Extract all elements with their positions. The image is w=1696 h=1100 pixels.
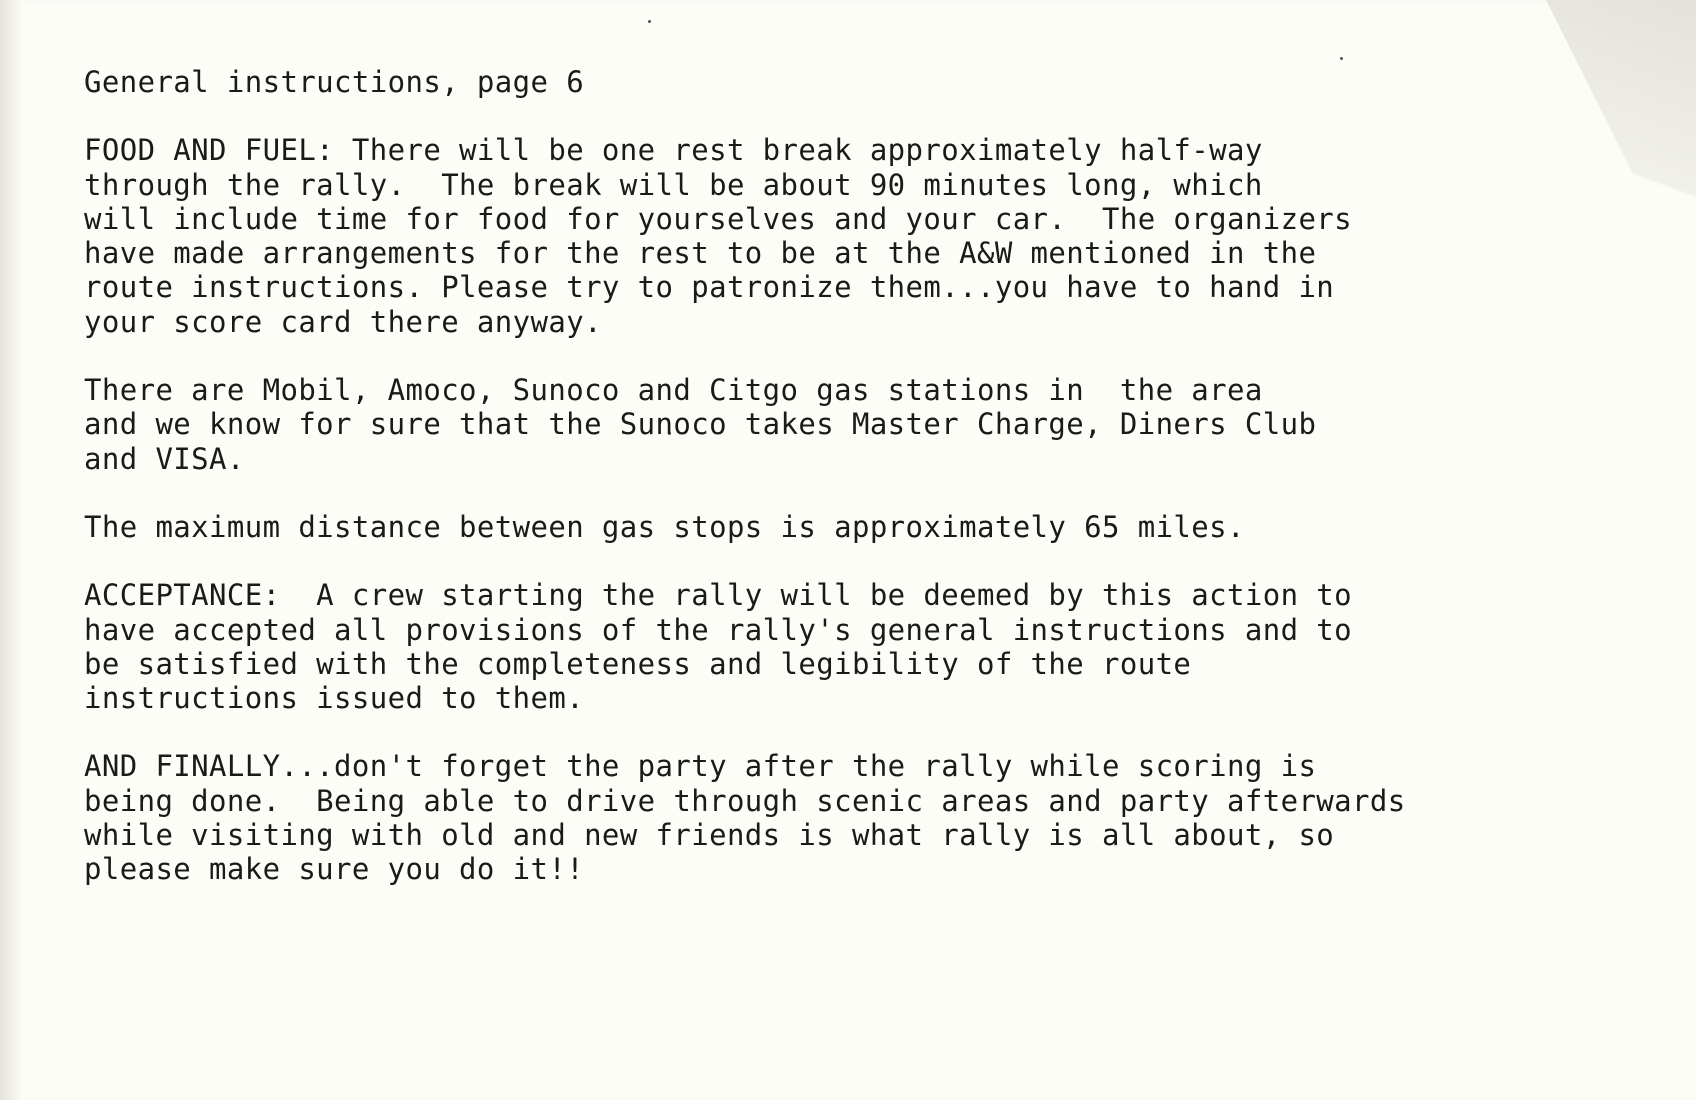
text-line: being done. Being able to drive through scenic areas and party afterwards: [84, 783, 1406, 818]
text-line: and we know for sure that the Sunoco takes Master Charge, Diners Club: [84, 407, 1317, 442]
paragraph-max-distance: [84, 510, 1644, 544]
text-line: while visiting with old and new friends is what rally is all about, so: [84, 818, 1335, 853]
text-line: please make sure you do it!!: [84, 852, 585, 887]
text-line: ACCEPTANCE: A crew starting the rally will be deemed by this action to: [84, 578, 1353, 613]
text-line: instructions issued to them.: [84, 681, 585, 716]
text-line: be satisfied with the completeness and legibility of the route: [84, 646, 1192, 681]
text-line: and VISA.: [84, 441, 245, 476]
text-line: have accepted all provisions of the rally's general instructions and to: [84, 612, 1353, 647]
paper-speck: [1340, 57, 1343, 60]
paragraph-acceptance: [84, 578, 1644, 715]
text-line: your score card there anyway.: [84, 304, 602, 339]
text-line: through the rally. The break will be about 90 minutes long, which: [84, 167, 1263, 202]
paragraph-gas-stations: [84, 373, 1644, 476]
paragraph-and-finally: [84, 749, 1644, 886]
text-line: route instructions. Please try to patronize them...you have to hand in: [84, 270, 1335, 305]
page-heading: General instructions, page 6: [84, 65, 585, 99]
text-line: The maximum distance between gas stops is approximately 65 miles.: [84, 509, 1245, 544]
paper-speck: [648, 20, 651, 23]
typed-text-body: [84, 65, 1644, 921]
text-line: There are Mobil, Amoco, Sunoco and Citgo gas stations in the area: [84, 373, 1263, 408]
paragraph-food-and-fuel: [84, 133, 1644, 339]
page-edge-shadow: [0, 0, 22, 1100]
text-line: will include time for food for yourselves and your car. The organizers: [84, 201, 1353, 236]
text-line: have made arrangements for the rest to be at the A&W mentioned in the: [84, 236, 1317, 271]
text-line: FOOD AND FUEL: There will be one rest break approximately half-way: [84, 133, 1263, 168]
text-line: AND FINALLY...don't forget the party after the rally while scoring is: [84, 749, 1317, 784]
